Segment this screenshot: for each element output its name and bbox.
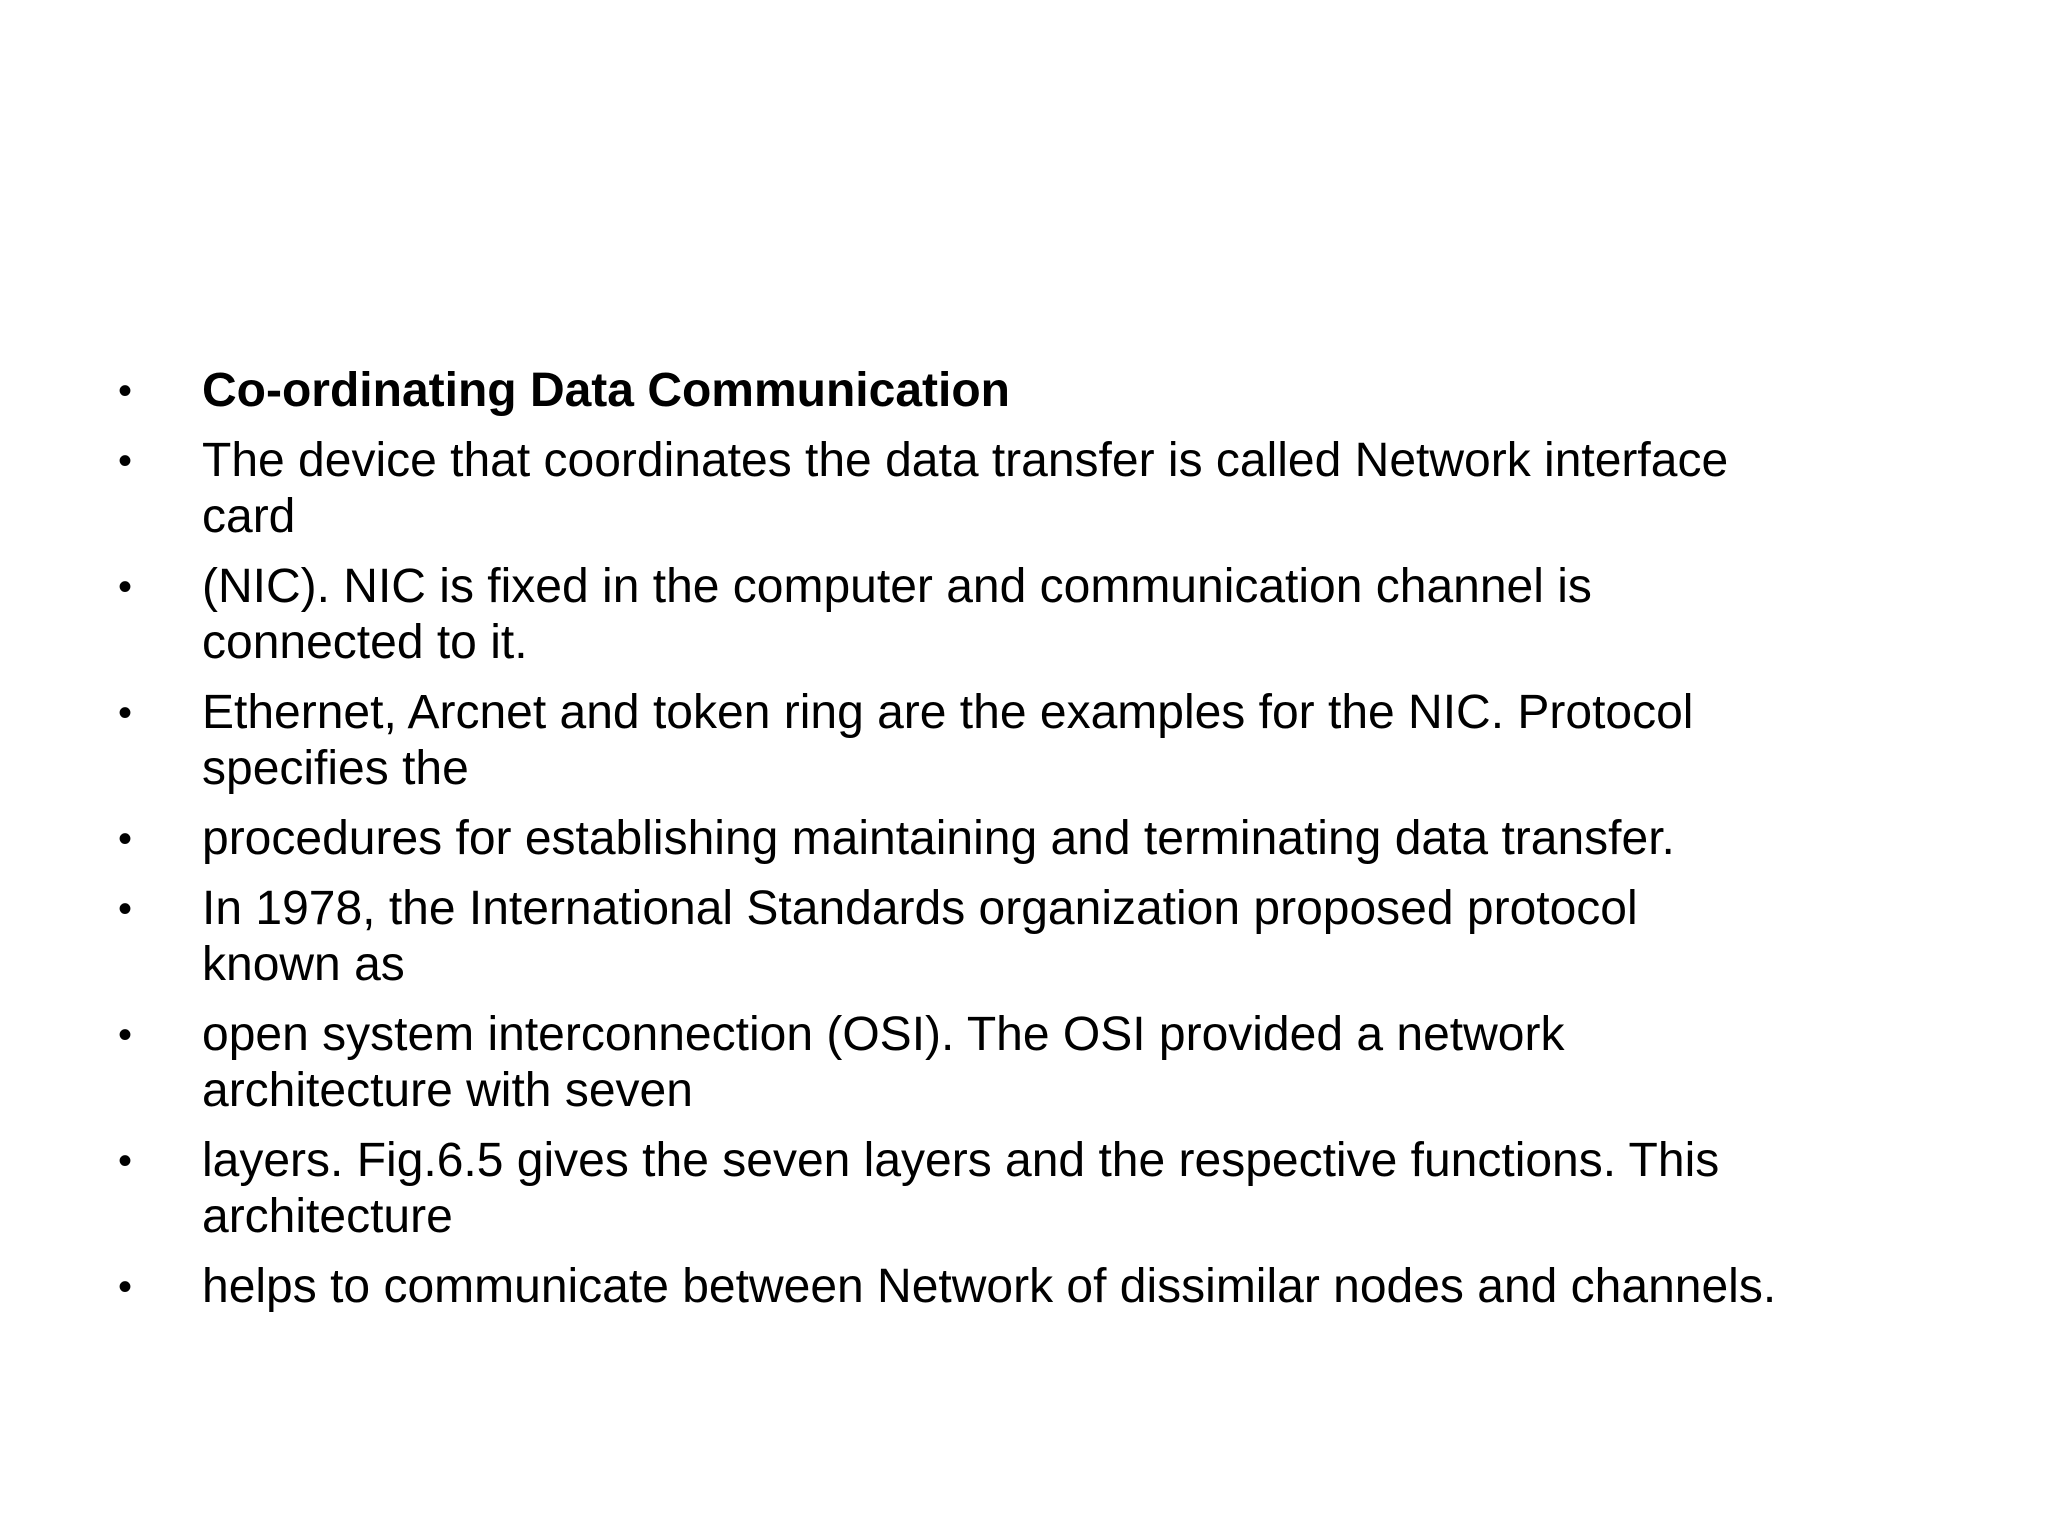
bullet-icon: • [118,887,133,931]
bullet-text: procedures for establishing maintaining and terminating data transfer. [202,812,1675,865]
bullet-item [118,1007,1978,1119]
bullet-text: helps to communicate between Network of dissimilar nodes and channels. [202,1260,1777,1313]
bullet-item [118,559,1978,671]
bullet-icon: • [118,439,133,483]
bullet-list [118,363,1978,1329]
bullet-item-heading [118,363,1978,419]
bullet-text: layers. Fig.6.5 gives the seven layers and the respective functions. This architecture [202,1134,1720,1243]
bullet-item [118,881,1978,993]
bullet-item [118,1133,1978,1245]
bullet-text: In 1978, the International Standards organization proposed protocol known as [202,882,1638,991]
bullet-icon: • [118,817,133,861]
bullet-item [118,1259,1978,1315]
bullet-heading-text: Co-ordinating Data Communication [202,364,1010,417]
bullet-icon: • [118,1013,133,1057]
bullet-icon: • [118,691,133,735]
bullet-text: The device that coordinates the data transfer is called Network interface card [202,434,1729,543]
bullet-item [118,811,1978,867]
bullet-icon: • [118,1139,133,1183]
bullet-text: open system interconnection (OSI). The OSI provided a network architecture with seven [202,1008,1565,1117]
bullet-icon: • [118,1265,133,1309]
bullet-text: (NIC). NIC is fixed in the computer and communication channel is connected to it. [202,560,1592,669]
bullet-icon: • [118,369,133,413]
bullet-item [118,433,1978,545]
bullet-text: Ethernet, Arcnet and token ring are the examples for the NIC. Protocol specifies the [202,686,1694,795]
bullet-icon: • [118,565,133,609]
bullet-item [118,685,1978,797]
